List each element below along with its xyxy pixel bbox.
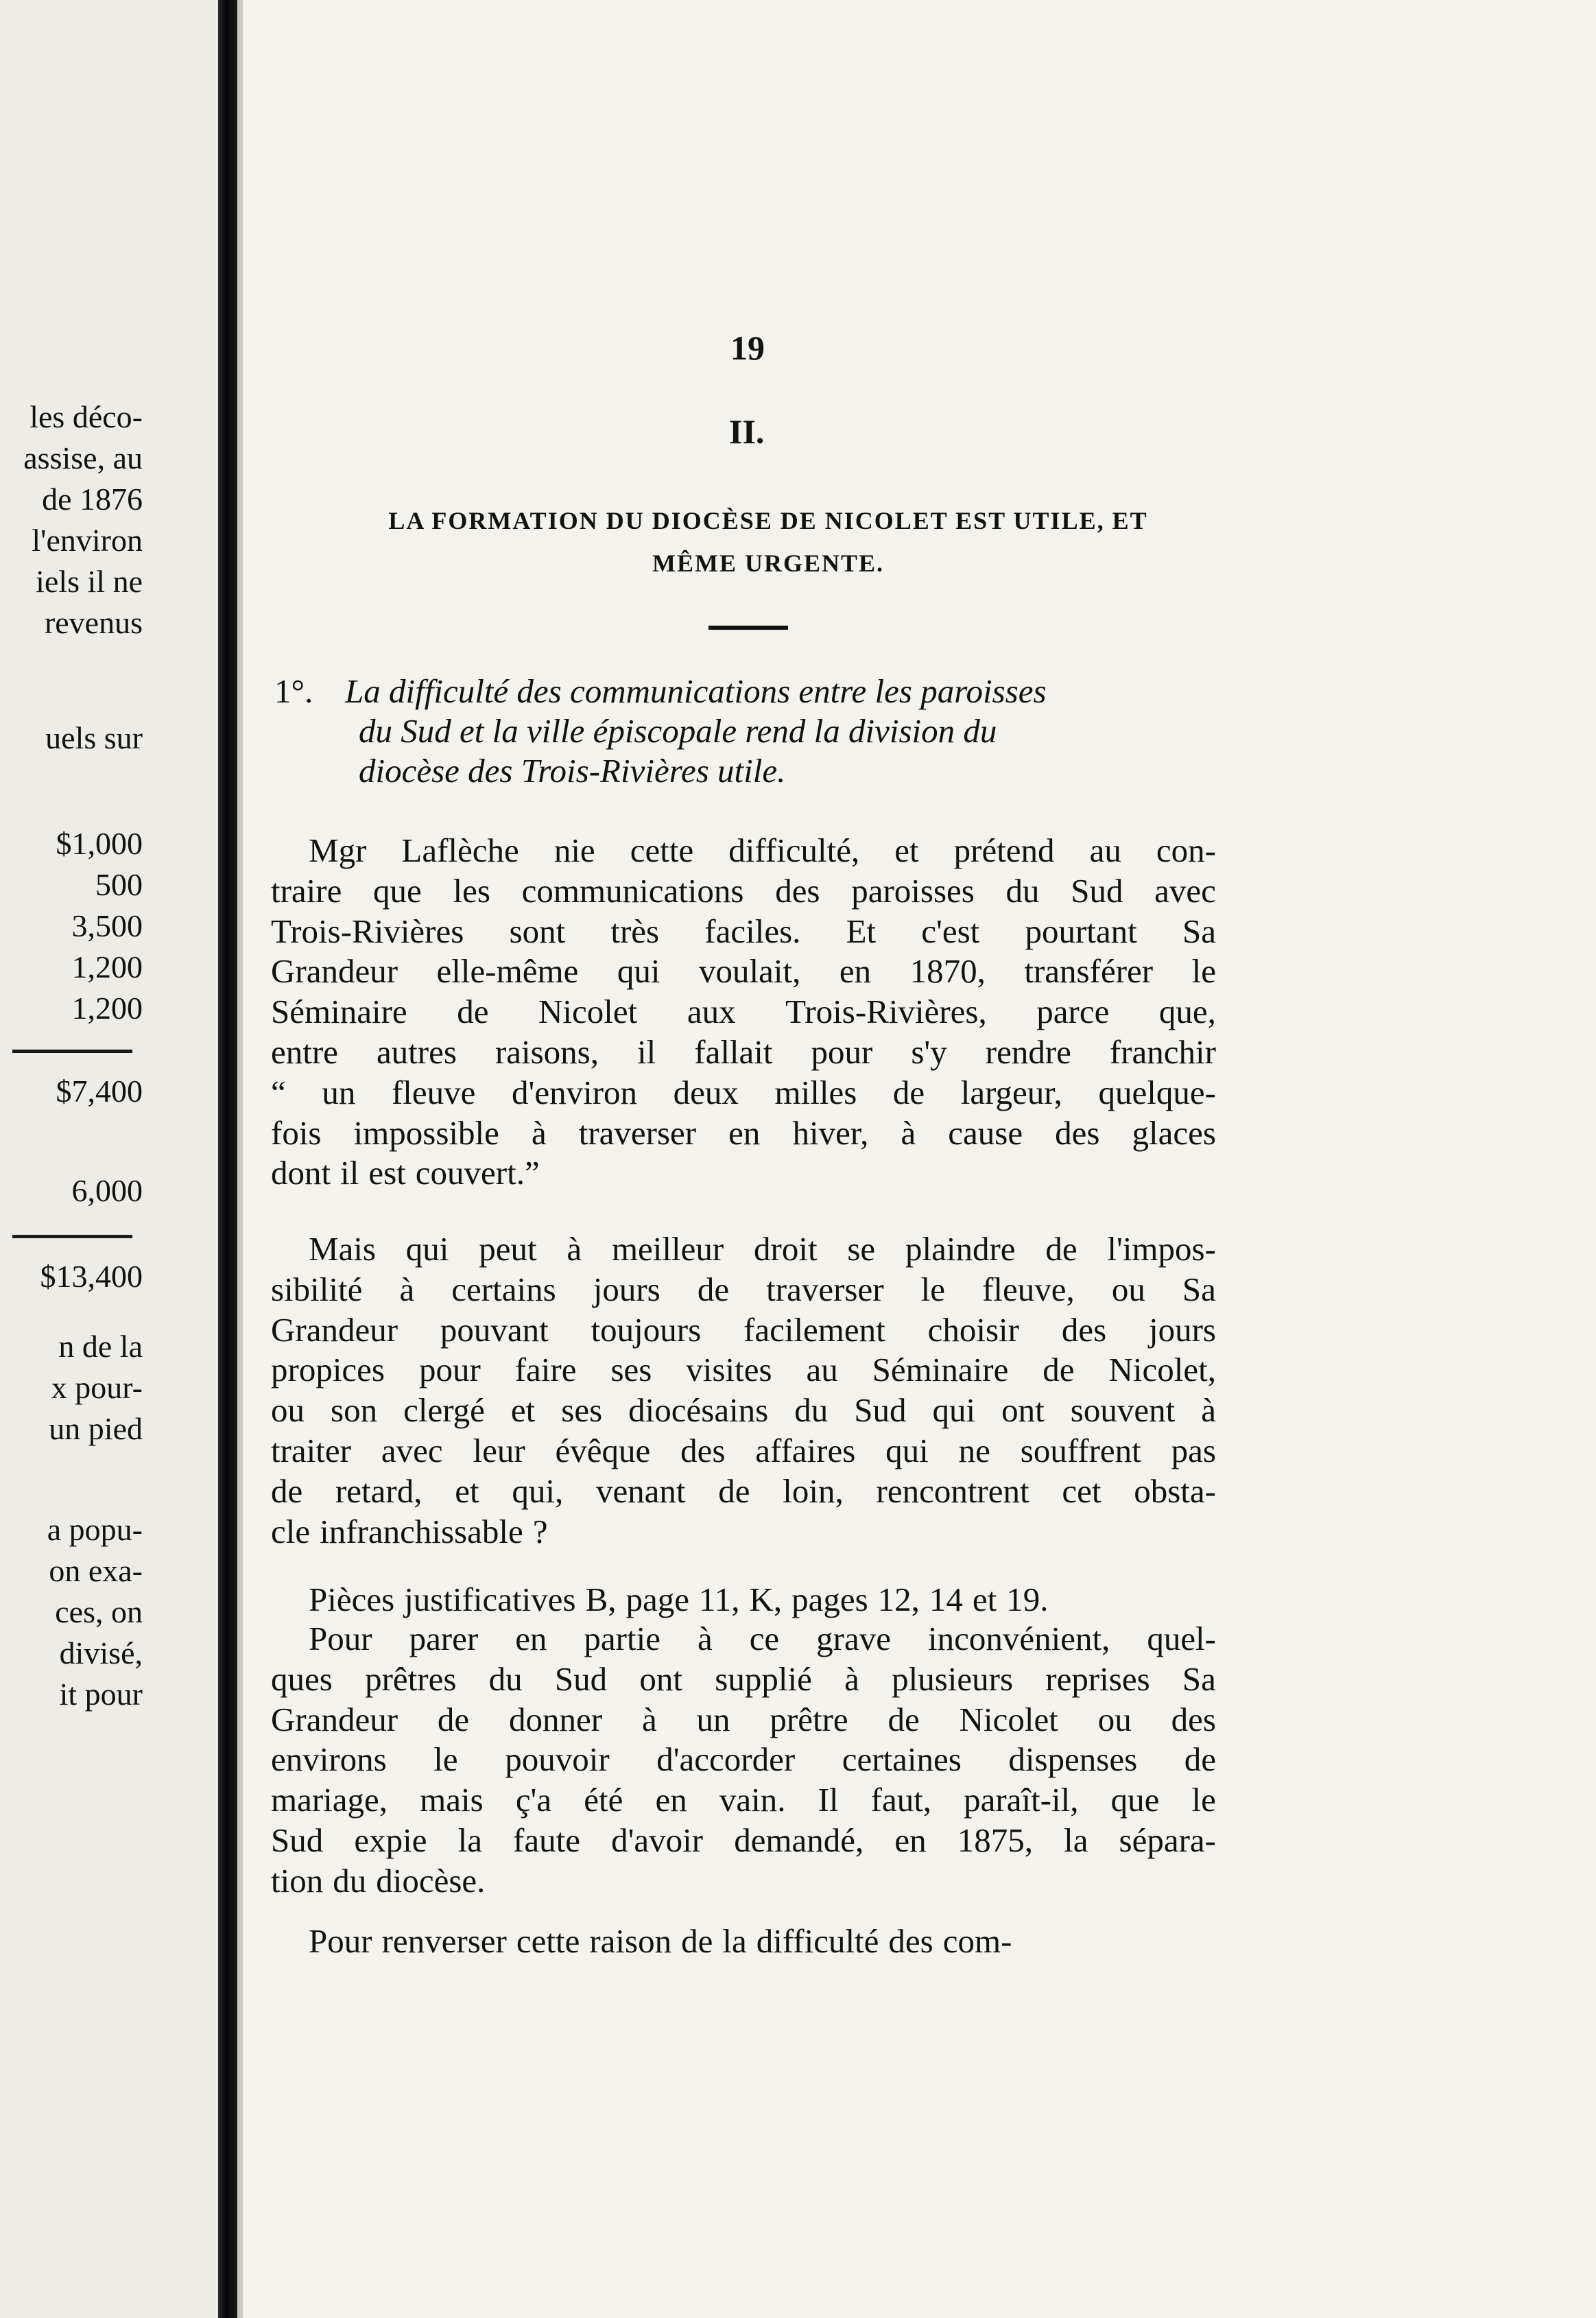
body-text-line: de retard, et qui, venant de loin, rencontrent cet obsta-: [271, 1472, 1216, 1510]
body-text-line: Pour parer en partie à ce grave inconvénient, quel-: [309, 1620, 1216, 1657]
body-text-line: entre autres raisons, il fallait pour s'y rendre franchir: [271, 1033, 1216, 1071]
body-text-line: mariage, mais ç'a été en vain. Il faut, paraît-il, que le: [271, 1781, 1216, 1819]
body-text-line: tion du diocèse.: [271, 1862, 486, 1900]
body-text-line: Sud expie la faute d'avoir demandé, en 1875, la sépara-: [271, 1821, 1216, 1859]
body-text-line: traiter avec leur évêque des affaires qui ne souffrent pas: [271, 1432, 1216, 1469]
left-text-line: iels il ne: [36, 564, 143, 599]
body-text-line: Mais qui peut à meilleur droit se plaindre de l'impos-: [309, 1230, 1216, 1268]
body-text-line: cle infranchissable ?: [271, 1513, 548, 1550]
left-amount: $1,000: [56, 826, 143, 861]
page-body: [271, 0, 1231, 2318]
point-title-line: du Sud et la ville épiscopale rend la division du: [359, 712, 997, 750]
body-text-line: Grandeur elle-même qui voulait, en 1870, transférer le: [271, 952, 1216, 990]
point-number: 1°.: [274, 672, 313, 710]
left-amount: 6,000: [71, 1173, 143, 1208]
chapter-number: II.: [729, 412, 765, 451]
left-total: $13,400: [40, 1259, 143, 1294]
body-text-line: ou son clergé et ses diocésains du Sud qui ont souvent à: [271, 1391, 1216, 1429]
left-text-line: les déco-: [29, 399, 143, 434]
left-text-line: n de la: [58, 1329, 143, 1364]
body-text-line: Trois-Rivières sont très faciles. Et c'est pourtant Sa: [271, 912, 1216, 950]
left-amount: 3,500: [71, 908, 143, 943]
body-text-line: Grandeur pouvant toujours facilement choisir des jours: [271, 1311, 1216, 1349]
left-text-line: assise, au: [23, 440, 143, 475]
left-text-line: un pied: [49, 1411, 143, 1446]
body-text-line: propices pour faire ses visites au Séminaire de Nicolet,: [271, 1351, 1216, 1388]
sum-rule: [12, 1235, 132, 1238]
left-text-line: revenus: [44, 605, 143, 640]
body-text-line: traire que les communications des paroisses du Sud avec: [271, 872, 1216, 910]
left-text-line: ces, on: [55, 1594, 143, 1629]
body-text-line: Pour renverser cette raison de la difficulté des com-: [309, 1922, 1012, 1960]
page-gutter: [237, 0, 243, 2318]
section-heading: LA FORMATION DU DIOCÈSE DE NICOLET EST UTILE, ET: [388, 507, 1148, 534]
body-text-line: Séminaire de Nicolet aux Trois-Rivières, parce que,: [271, 993, 1216, 1030]
left-amount: 500: [95, 867, 143, 902]
left-text-line: de 1876: [42, 482, 143, 517]
left-text-line: divisé,: [59, 1635, 143, 1670]
point-title-line: diocèse des Trois-Rivières utile.: [359, 752, 786, 790]
book-spine: [218, 0, 237, 2318]
sum-rule: [12, 1050, 132, 1053]
page-number: 19: [730, 329, 765, 367]
left-subtotal: $7,400: [56, 1074, 143, 1109]
left-amount: 1,200: [71, 991, 143, 1026]
body-text-line: “ un fleuve d'environ deux milles de largeur, quelque-: [271, 1074, 1216, 1111]
left-text-line: it pour: [59, 1677, 143, 1712]
body-text-line: environs le pouvoir d'accorder certaines dispenses de: [271, 1740, 1216, 1778]
left-text-line: x pour-: [51, 1370, 143, 1405]
left-text-line: l'environ: [32, 523, 143, 558]
section-heading: MÊME URGENTE.: [652, 549, 884, 577]
heading-rule: [708, 626, 788, 630]
body-text-line: Grandeur de donner à un prêtre de Nicolet ou des: [271, 1701, 1216, 1738]
left-amount: 1,200: [71, 949, 143, 984]
left-text-line: on exa-: [49, 1553, 143, 1588]
left-page-fragment: [0, 0, 218, 2318]
body-text-line: ques prêtres du Sud ont supplié à plusieurs reprises Sa: [271, 1660, 1216, 1698]
left-text-line: a popu-: [47, 1512, 143, 1547]
body-text-line: sibilité à certains jours de traverser le fleuve, ou Sa: [271, 1270, 1216, 1308]
point-title-line: [345, 674, 1217, 708]
body-text-line: Mgr Laflèche nie cette difficulté, et prétend au con-: [309, 831, 1216, 869]
point-title-text: La difficulté des communications entre les paroisses: [345, 672, 1047, 710]
body-text-line: fois impossible à traverser en hiver, à cause des glaces: [271, 1114, 1216, 1152]
left-text-line: uels sur: [45, 720, 143, 755]
body-text-line: Pièces justificatives B, page 11, K, pages 12, 14 et 19.: [309, 1581, 1049, 1618]
body-text-line: dont il est couvert.”: [271, 1154, 540, 1192]
